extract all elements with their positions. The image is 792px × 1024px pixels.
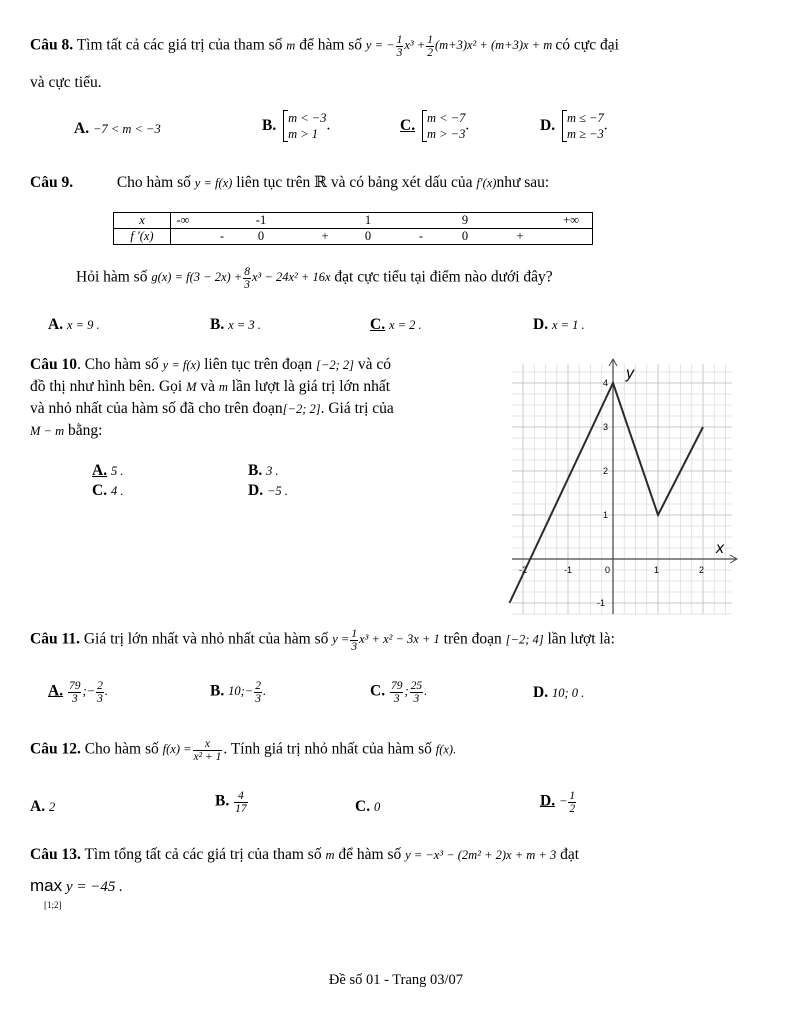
y-tick-label: 4 (603, 378, 609, 388)
graph-grid (512, 364, 732, 614)
q12-option-c[interactable]: C. 0 (355, 798, 381, 815)
sign-table-x-label: x (114, 213, 171, 229)
q10-option-a[interactable]: A. 5 . (92, 462, 124, 479)
question-12: Câu 12. Cho hàm số f(x) = $\frac{x}{\text{x² + 1}}$ . Tính giá trị nhỏ nhất của hàm số f(x). (30, 738, 457, 763)
q10-option-b[interactable]: B. 3 . (248, 462, 279, 479)
q11-option-d[interactable]: D. 10; 0 . (533, 684, 585, 701)
q10-option-d[interactable]: D. −5 . (248, 482, 288, 499)
question-11: Câu 11. Giá trị lớn nhất và nhỏ nhất của hàm số y = $\frac{1}{3}$ x³ + x² − 3x + 1 trên đoạn [−2; 4] lần lượt là: (30, 628, 615, 653)
q8-param: m (286, 38, 296, 53)
x-tick-label: 1 (654, 565, 660, 575)
q10-option-c[interactable]: C. 4 . (92, 482, 124, 499)
x-tick-label: -1 (564, 565, 573, 575)
sign-table (113, 212, 593, 245)
q8-text2: để hàm số (299, 36, 363, 54)
question-9: Câu 9. Cho hàm số y = f(x) liên tục trên ℝ và có bảng xét dấu của f′(x)như sau: (30, 174, 550, 191)
question-10: Câu 10. Cho hàm số y = f(x) liên tục trên đoạn [−2; 2] và có đồ thị như hình bên. Gọi M và m lần lượt là giá trị lớn nhất và nhỏ nhất của hàm số đã cho trên đoạn[−2; 2]. Giá trị của M − m bằng: (30, 356, 394, 439)
q9-option-d[interactable]: D. x = 1 . (533, 316, 585, 333)
y-tick-label: 2 (603, 466, 609, 476)
q13-max-subscript: [1;2] (44, 900, 62, 910)
q8-option-b[interactable]: B. m < −3 m > 1 . (262, 111, 331, 141)
q8-text3: có cực đại (555, 36, 619, 54)
sign-table-x-row: -∞ -1 1 9 +∞ (176, 213, 579, 227)
q8-option-c[interactable]: C. m < −7 m > −3 . (400, 111, 470, 141)
q8-option-d[interactable]: D. m ≤ −7 m ≥ −3 . (540, 111, 608, 141)
sign-table-fprime-row: - 0 + 0 - 0 + (219, 229, 524, 243)
q9-option-a[interactable]: A. x = 9 . (48, 316, 100, 333)
q8-text: Tìm tất cả các giá trị của tham số (76, 36, 283, 54)
q9-option-c[interactable]: C. x = 2 . (370, 316, 422, 333)
q9-option-b[interactable]: B. x = 3 . (210, 316, 261, 333)
q8-function: y = − $\frac{1}{3}$ x³ + $\frac{1}{2}$ (m+3)x² + (m+3)x + m (365, 34, 553, 59)
x-axis-label: x (716, 540, 724, 557)
q11-option-b[interactable]: B. 10;− $\frac{2}{3}$ . (210, 680, 267, 705)
q8-option-a[interactable]: A. −7 < m < −3 (74, 120, 161, 137)
q12-option-a[interactable]: A. 2 (30, 798, 56, 815)
page-footer: Đề số 01 - Trang 03/07 (328, 972, 464, 988)
q8-label: Câu 8. (30, 36, 74, 54)
question-8 (30, 34, 765, 59)
x-tick-label: 0 (605, 565, 611, 575)
q8-line2: và cực tiểu. (30, 74, 102, 91)
y-tick-label: 1 (603, 510, 609, 520)
q12-option-d[interactable]: D. − $\frac{1}{2}$ (540, 790, 576, 815)
sign-table-fprime-label: f ′(x) (114, 229, 171, 245)
q11-option-c[interactable]: C. $\frac{79}{3}$ ; $\frac{25}{3}$ . (370, 680, 428, 705)
function-graph (500, 356, 750, 621)
y-axis-label: y (626, 365, 634, 382)
x-tick-label: 2 (699, 565, 705, 575)
y-tick-label: 3 (603, 422, 609, 432)
q9-question: Hỏi hàm số g(x) = f(3 − 2x) + $\frac{8}{3}$ x³ − 24x² + 16x đạt cực tiểu tại điểm nào dưới đây? (76, 266, 553, 291)
q9-label: Câu 9. (30, 174, 74, 191)
q12-option-b[interactable]: B. $\frac{4}{17}$ (215, 790, 247, 815)
q11-option-a[interactable]: A. $\frac{79}{3}$ ;− $\frac{2}{3}$ . (48, 680, 108, 705)
x-tick-label: -2 (519, 565, 528, 575)
q13-max-expression: max y = −45 . (30, 876, 123, 895)
question-13: Câu 13. Tìm tổng tất cả các giá trị của tham số m để hàm số y = −x³ − (2m² + 2)x + m + 3 đạt (30, 846, 580, 863)
y-tick-label: -1 (597, 598, 606, 608)
